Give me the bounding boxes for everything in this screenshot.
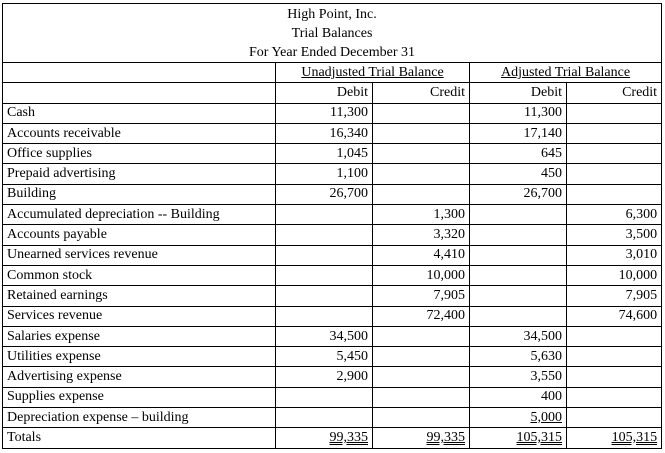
unadjusted-credit-cell <box>373 387 470 407</box>
unadjusted-debit-cell: 2,900 <box>276 367 373 387</box>
adjusted-credit-cell <box>567 387 662 407</box>
account-name: Cash <box>3 103 276 123</box>
header-row <box>3 4 662 63</box>
adjusted-debit-cell <box>470 286 567 306</box>
adjusted-credit-cell: 6,300 <box>567 205 662 225</box>
table-row <box>3 326 662 346</box>
table-row <box>3 408 662 428</box>
unadjusted-debit-cell <box>276 265 373 285</box>
unadjusted-debit-cell <box>276 245 373 265</box>
unadjusted-credit-cell: 3,320 <box>373 225 470 245</box>
account-name: Common stock <box>3 265 276 285</box>
company-name: High Point, Inc. <box>287 7 377 22</box>
adjusted-debit-cell: 450 <box>470 164 567 184</box>
account-name: Salaries expense <box>3 326 276 346</box>
table-row <box>3 367 662 387</box>
table-row <box>3 265 662 285</box>
adjusted-credit-cell <box>567 347 662 367</box>
unadjusted-credit-cell <box>373 367 470 387</box>
adjusted-credit-cell <box>567 123 662 143</box>
table-row <box>3 286 662 306</box>
unadjusted-debit-cell: 16,340 <box>276 123 373 143</box>
unadjusted-credit-cell <box>373 123 470 143</box>
totals-adjusted-credit-value: 105,315 <box>611 429 658 445</box>
adjusted-group-header <box>470 63 662 83</box>
adjusted-credit-cell <box>567 367 662 387</box>
account-name: Advertising expense <box>3 367 276 387</box>
unadjusted-credit-cell: 1,300 <box>373 205 470 225</box>
unadjusted-debit-cell <box>276 408 373 428</box>
adjusted-credit-cell <box>567 184 662 204</box>
unadjusted-group-header <box>276 63 470 83</box>
table-row <box>3 205 662 225</box>
adjusted-credit-header: Credit <box>567 83 662 103</box>
report-header <box>3 4 662 63</box>
account-name: Supplies expense <box>3 387 276 407</box>
adjusted-debit-cell: 34,500 <box>470 326 567 346</box>
account-name: Prepaid advertising <box>3 164 276 184</box>
adjusted-debit-cell: 11,300 <box>470 103 567 123</box>
unadjusted-debit-cell: 11,300 <box>276 103 373 123</box>
unadjusted-credit-cell: 72,400 <box>373 306 470 326</box>
totals-unadjusted-debit <box>276 428 373 448</box>
totals-adjusted-credit <box>567 428 662 448</box>
report-title: Trial Balances <box>291 26 373 41</box>
adjusted-debit-cell <box>470 225 567 245</box>
unadjusted-debit-cell: 26,700 <box>276 184 373 204</box>
column-header-blank <box>3 83 276 103</box>
adjusted-debit-cell <box>470 265 567 285</box>
account-name: Accumulated depreciation -- Building <box>3 205 276 225</box>
unadjusted-credit-cell: 10,000 <box>373 265 470 285</box>
trial-balance-table <box>2 3 662 449</box>
unadjusted-debit-cell <box>276 205 373 225</box>
unadjusted-credit-cell: 4,410 <box>373 245 470 265</box>
table-row <box>3 123 662 143</box>
account-name: Retained earnings <box>3 286 276 306</box>
adjusted-debit-cell <box>470 408 567 428</box>
account-name: Building <box>3 184 276 204</box>
adjusted-debit-cell <box>470 245 567 265</box>
totals-row <box>3 428 662 448</box>
unadjusted-credit-cell <box>373 347 470 367</box>
account-name: Accounts payable <box>3 225 276 245</box>
adjusted-debit-cell: 26,700 <box>470 184 567 204</box>
table-row <box>3 144 662 164</box>
unadjusted-credit-cell <box>373 144 470 164</box>
table-row <box>3 103 662 123</box>
totals-label: Totals <box>3 428 276 448</box>
adjusted-credit-cell <box>567 103 662 123</box>
adjusted-credit-cell: 3,010 <box>567 245 662 265</box>
adjusted-credit-cell: 74,600 <box>567 306 662 326</box>
adjusted-credit-cell <box>567 164 662 184</box>
unadjusted-credit-header: Credit <box>373 83 470 103</box>
unadjusted-debit-cell: 1,100 <box>276 164 373 184</box>
unadjusted-credit-cell <box>373 103 470 123</box>
unadjusted-group-label: Unadjusted Trial Balance <box>301 64 444 80</box>
adjusted-credit-cell: 10,000 <box>567 265 662 285</box>
table-row <box>3 184 662 204</box>
account-name: Office supplies <box>3 144 276 164</box>
adjusted-credit-cell: 7,905 <box>567 286 662 306</box>
unadjusted-debit-cell <box>276 306 373 326</box>
unadjusted-debit-cell <box>276 387 373 407</box>
unadjusted-credit-cell <box>373 184 470 204</box>
column-header-row <box>3 83 662 103</box>
totals-adjusted-debit-value: 105,315 <box>516 429 562 445</box>
unadjusted-credit-cell <box>373 164 470 184</box>
unadjusted-debit-cell: 1,045 <box>276 144 373 164</box>
account-name: Accounts receivable <box>3 123 276 143</box>
unadjusted-credit-cell <box>373 408 470 428</box>
adjusted-credit-cell <box>567 144 662 164</box>
table-row <box>3 245 662 265</box>
table-row <box>3 225 662 245</box>
adjusted-debit-cell: 645 <box>470 144 567 164</box>
totals-unadjusted-credit-value: 99,335 <box>426 429 465 445</box>
account-name: Depreciation expense – building <box>3 408 276 428</box>
totals-adjusted-debit <box>470 428 567 448</box>
unadjusted-debit-cell <box>276 225 373 245</box>
adjusted-debit-cell: 5,630 <box>470 347 567 367</box>
group-header-blank <box>3 63 276 83</box>
adjusted-credit-cell: 3,500 <box>567 225 662 245</box>
group-header-row <box>3 63 662 83</box>
unadjusted-credit-cell: 7,905 <box>373 286 470 306</box>
account-name: Unearned services revenue <box>3 245 276 265</box>
adjusted-debit-value: 5,000 <box>530 409 562 425</box>
account-name: Services revenue <box>3 306 276 326</box>
unadjusted-debit-header: Debit <box>276 83 373 103</box>
adjusted-group-label: Adjusted Trial Balance <box>500 64 631 80</box>
unadjusted-debit-cell: 34,500 <box>276 326 373 346</box>
unadjusted-debit-cell: 5,450 <box>276 347 373 367</box>
adjusted-debit-cell <box>470 306 567 326</box>
table-row <box>3 306 662 326</box>
table-row <box>3 387 662 407</box>
adjusted-debit-cell: 400 <box>470 387 567 407</box>
adjusted-credit-cell <box>567 408 662 428</box>
table-row <box>3 347 662 367</box>
adjusted-debit-cell: 3,550 <box>470 367 567 387</box>
account-name: Utilities expense <box>3 347 276 367</box>
totals-unadjusted-credit <box>373 428 470 448</box>
adjusted-debit-cell: 17,140 <box>470 123 567 143</box>
adjusted-debit-header: Debit <box>470 83 567 103</box>
unadjusted-debit-cell <box>276 286 373 306</box>
adjusted-credit-cell <box>567 326 662 346</box>
unadjusted-credit-cell <box>373 326 470 346</box>
table-row <box>3 164 662 184</box>
adjusted-debit-cell <box>470 205 567 225</box>
report-period: For Year Ended December 31 <box>249 45 416 60</box>
totals-unadjusted-debit-value: 99,335 <box>329 429 368 445</box>
